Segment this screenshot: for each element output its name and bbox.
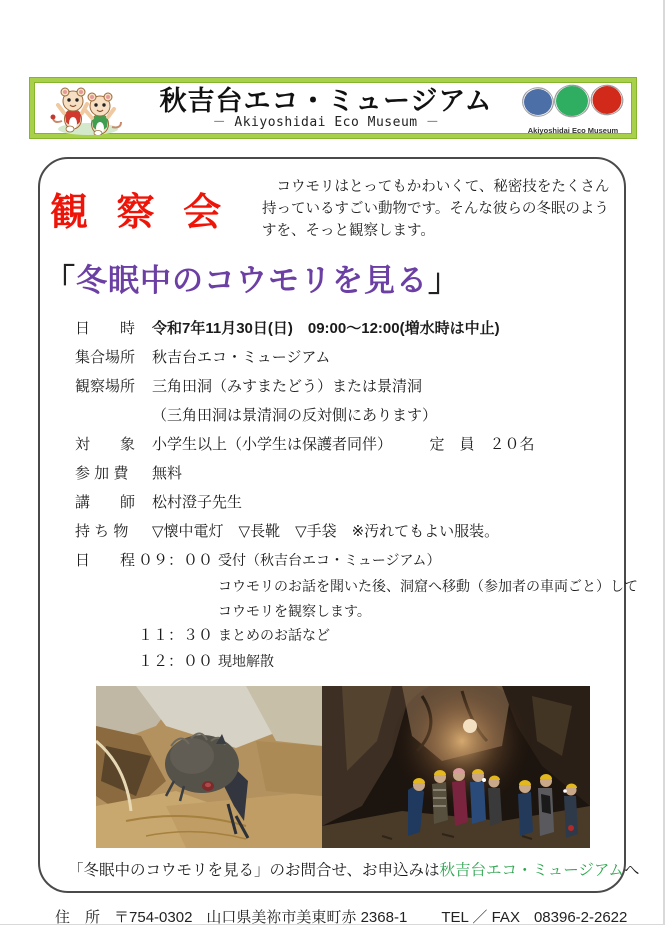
schedule-desc: まとめのお話など [218, 627, 330, 643]
detail-label: 観察場所 [75, 378, 136, 396]
header-banner [30, 78, 636, 138]
intro-row [40, 159, 624, 242]
contact-suffix: へ [623, 861, 640, 879]
detail-label: 集合場所 [75, 349, 136, 367]
museum-subtitle: － Akiyoshidai Eco Museum － [212, 114, 440, 130]
detail-value: ▽懐中電灯 ▽長靴 ▽手袋 ※汚れてもよい服装。 [152, 523, 500, 541]
event-title-open-bracket: 「 [44, 263, 76, 299]
contact-prefix: 「冬眠中のコウモリを見る」のお問合せ、お申込みは [68, 861, 440, 879]
schedule-time: １２：００ [138, 652, 214, 670]
detail-label: 参 加 費 [75, 465, 129, 483]
detail-value: 令和7年11月30日(日) 09:00～12:00(増水時は中止) [152, 320, 500, 338]
schedule-desc: 受付（秋吉台エコ・ミュージアム） [218, 552, 441, 569]
tel-fax-label: TEL ／ FAX [441, 908, 520, 926]
schedule-row [75, 603, 624, 621]
detail-value: 小学生以上（小学生は保護者同伴） 定 員 ２０名 [152, 436, 535, 454]
event-title-text: 冬眠中のコウモリを見る [76, 263, 428, 299]
schedule-time: １１：３０ [138, 627, 214, 644]
detail-value: （三角田洞は景清洞の反対側にあります） [152, 407, 438, 425]
detail-value: 松村澄子先生 [152, 494, 243, 512]
tel-fax-number: 08396-2-2622 [533, 908, 628, 926]
museum-logo [518, 82, 628, 135]
event-flyer-box [38, 157, 640, 926]
detail-row-lecturer [75, 494, 624, 512]
museum-title: 秋吉台エコ・ミュージアム [159, 85, 493, 116]
contact-line [68, 858, 640, 880]
detail-label: 対 象 [75, 436, 136, 454]
schedule-row [75, 578, 638, 596]
detail-label: 講 師 [75, 494, 136, 512]
schedule-time [138, 578, 218, 596]
event-details [75, 320, 638, 671]
address-line [55, 906, 628, 927]
schedule-section [75, 552, 638, 671]
detail-label: 持 ち 物 [75, 523, 129, 541]
detail-row-target [75, 436, 624, 454]
schedule-row [75, 627, 624, 646]
photo-strip [96, 686, 590, 848]
mascot-characters-icon [40, 81, 134, 135]
detail-row-fee [75, 465, 624, 483]
event-title-close-bracket: 」 [428, 263, 460, 299]
schedule-desc: コウモリのお話を聞いた後、洞窟へ移動（参加者の車両ごと）して [218, 578, 638, 594]
section-title-kansatsukai: 観 察 会 [50, 192, 231, 234]
schedule-row [75, 552, 624, 571]
event-title [44, 255, 624, 300]
schedule-row [75, 653, 624, 672]
schedule-time: ０９：００ [138, 552, 214, 570]
detail-label: 日 時 [75, 320, 136, 338]
detail-row-datetime [75, 320, 624, 338]
postal-code: 〒754-0302 [114, 908, 193, 926]
detail-value: 秋吉台エコ・ミュージアム [152, 349, 331, 367]
schedule-label: 日 程 [75, 552, 136, 570]
schedule-desc: 現地解散 [218, 652, 274, 669]
cave-observation-photo [322, 686, 590, 848]
header-title-block [134, 87, 518, 130]
detail-row-meeting-place [75, 349, 624, 367]
detail-value: 無料 [152, 465, 183, 483]
hibernating-bat-photo [96, 686, 322, 848]
contact-museum-name: 秋吉台エコ・ミュージアム [439, 861, 624, 879]
detail-row-belongings [75, 523, 624, 541]
intro-paragraph: コウモリはとってもかわいくて、秘密技をたくさん持っているすごい動物です。そんな彼らの冬眠のようすを、そっと観察します。 [262, 179, 610, 239]
schedule-time [138, 603, 218, 621]
logo-caption: Akiyoshidai Eco Museum [527, 125, 619, 135]
address-label: 住 所 [55, 908, 101, 926]
three-circles-logo-icon [521, 82, 625, 124]
detail-row-observation-place [75, 378, 624, 396]
schedule-desc: コウモリを観察します。 [218, 602, 371, 619]
detail-label [75, 407, 152, 425]
detail-row-place-note [75, 407, 624, 425]
detail-value: 三角田洞（みすまたどう）または景清洞 [152, 378, 423, 396]
street-address: 山口県美祢市美東町赤 2368-1 [206, 908, 408, 926]
